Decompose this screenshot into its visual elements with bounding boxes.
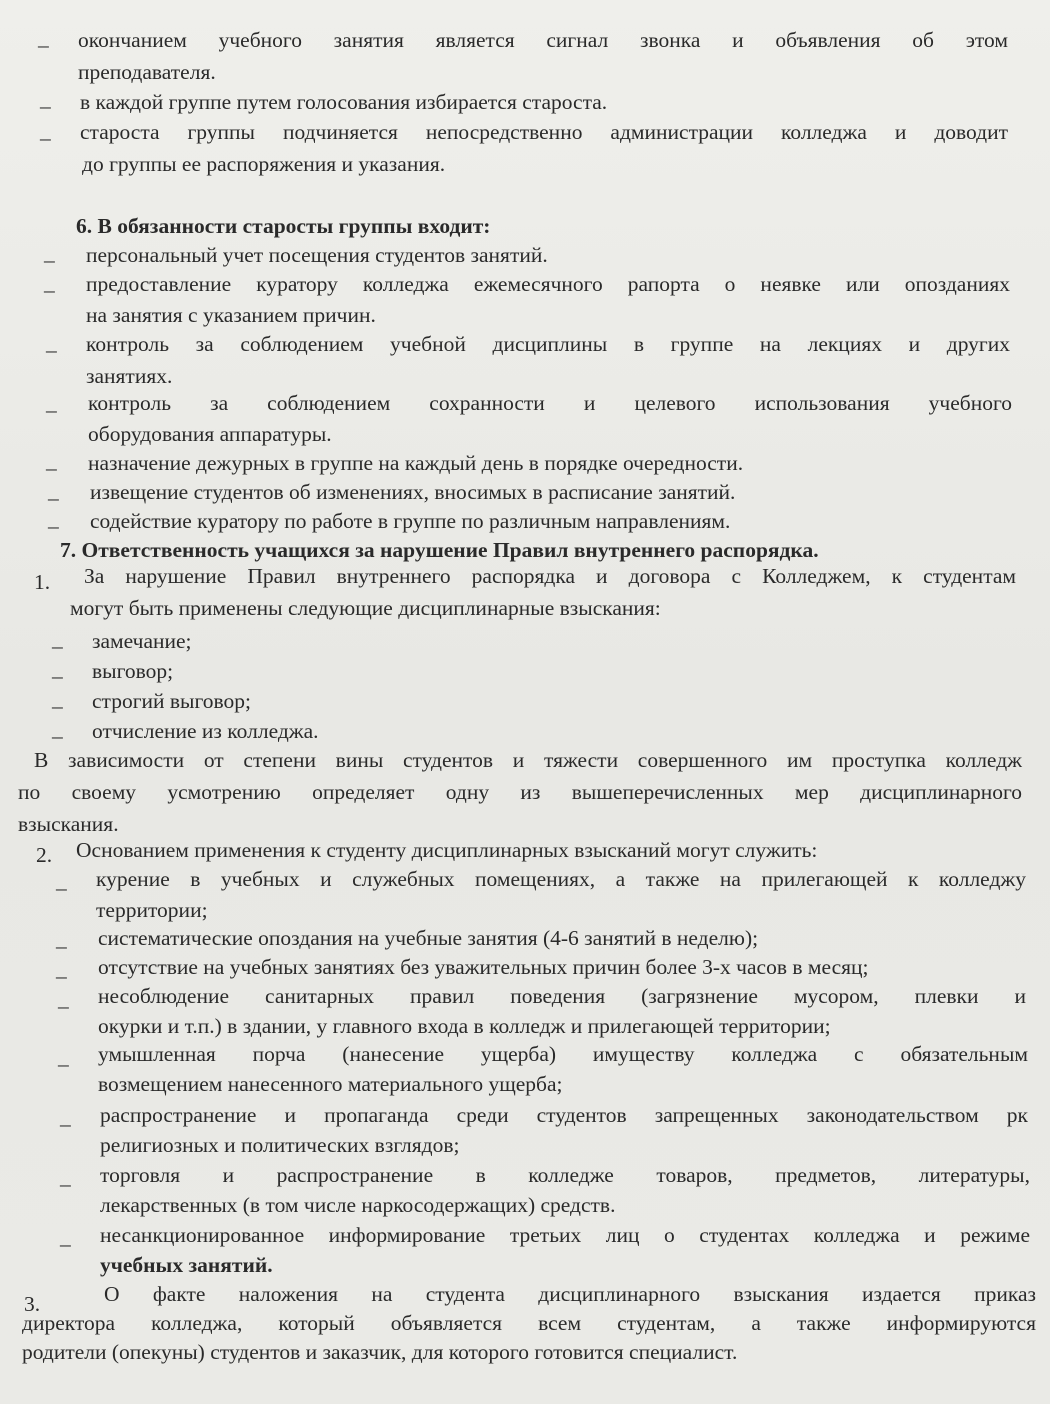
paragraph-text: Основанием применения к студенту дисциплинарных взысканий могут служить: (76, 838, 818, 862)
paragraph-text: О факте наложения на студента дисциплинарного взыскания издается приказ (104, 1282, 1036, 1306)
bullet-dash: – (58, 1052, 69, 1076)
list-item-text: учебных занятий. (100, 1253, 273, 1277)
bullet-dash: – (48, 514, 59, 538)
list-item-text: отчисление из колледжа. (92, 719, 319, 743)
list-item-text: выговор; (92, 659, 174, 683)
paragraph-number: 2. (36, 843, 53, 867)
list-item-text: на занятия с указанием причин. (86, 303, 376, 327)
list-item-text: предоставление куратору колледжа ежемесячного рапорта о неявке или опозданиях (86, 272, 1010, 296)
list-item-text: лекарственных (в том числе наркосодержащих) средств. (100, 1193, 616, 1217)
list-item-text: в каждой группе путем голосования избирается староста. (80, 90, 608, 114)
bullet-dash: – (52, 724, 63, 748)
list-item-text: контроль за соблюдением сохранности и целевого использования учебного (88, 391, 1012, 415)
paragraph-number: 3. (24, 1292, 41, 1316)
bullet-dash: – (40, 94, 51, 118)
list-item-text: умышленная порча (нанесение ущерба) имуществу колледжа с обязательным (98, 1042, 1028, 1066)
list-item-text: несоблюдение санитарных правил поведения (загрязнение мусором, плевки и (98, 984, 1026, 1008)
list-item-text: несанкционированное информирование третьих лиц о студентах колледжа и режиме (100, 1223, 1030, 1247)
bullet-dash: – (52, 664, 63, 688)
list-item-text: отсутствие на учебных занятиях без уважительных причин более 3-х часов в месяц; (98, 955, 869, 979)
bullet-dash: – (56, 934, 67, 958)
list-item-text: окончанием учебного занятия является сигнал звонка и объявления об этом (78, 28, 1008, 52)
bullet-dash: – (60, 1172, 71, 1196)
paragraph-text: За нарушение Правил внутреннего распорядка и договора с Колледжем, к студентам (84, 564, 1016, 588)
list-item-text: назначение дежурных в группе на каждый день в порядке очередности. (88, 451, 744, 475)
list-item-text: замечание; (92, 629, 192, 653)
list-item-text: распространение и пропаганда среди студентов запрещенных законодательством рк (100, 1103, 1028, 1127)
list-item-text: систематические опоздания на учебные занятия (4-6 занятий в неделю); (98, 926, 759, 950)
list-item-text: торговля и распространение в колледже товаров, предметов, литературы, (100, 1163, 1030, 1187)
list-item-text: извещение студентов об изменениях, вносимых в расписание занятий. (90, 480, 736, 504)
bullet-dash: – (44, 278, 55, 302)
list-item-text: религиозных и политических взглядов; (100, 1133, 460, 1157)
paragraph-text: могут быть применены следующие дисциплинарные взыскания: (70, 596, 661, 620)
list-item-text: оборудования аппаратуры. (88, 422, 332, 446)
bullet-dash: – (38, 33, 49, 57)
list-item-text: контроль за соблюдением учебной дисциплины в группе на лекциях и других (86, 332, 1010, 356)
bullet-dash: – (52, 634, 63, 658)
bullet-dash: – (60, 1112, 71, 1136)
bullet-dash: – (46, 398, 57, 422)
list-item-text: содействие куратору по работе в группе по различным направлениям. (90, 509, 731, 533)
bullet-dash: – (52, 694, 63, 718)
list-item-text: строгий выговор; (92, 689, 252, 713)
paragraph-text: по своему усмотрению определяет одну из вышеперечисленных мер дисциплинарного (18, 780, 1022, 804)
paragraph-text: родители (опекуны) студентов и заказчик, для которого готовится специалист. (22, 1340, 738, 1364)
bullet-dash: – (44, 248, 55, 272)
bullet-dash: – (46, 338, 57, 362)
list-item-text: персональный учет посещения студентов занятий. (86, 243, 548, 267)
list-item-text: преподавателя. (78, 60, 216, 84)
list-item-text: до группы ее распоряжения и указания. (82, 152, 446, 176)
paragraph-text: директора колледжа, который объявляется всем студентам, а также информируются (22, 1311, 1036, 1335)
section-heading: 6. В обязанности старосты группы входит: (76, 214, 491, 238)
list-item-text: территории; (96, 898, 208, 922)
bullet-dash: – (48, 486, 59, 510)
bullet-dash: – (60, 1232, 71, 1256)
list-item-text: занятиях. (86, 364, 173, 388)
bullet-dash: – (58, 994, 69, 1018)
paragraph-number: 1. (34, 570, 51, 594)
bullet-dash: – (40, 126, 51, 150)
list-item-text: возмещением нанесенного материального ущерба; (98, 1072, 563, 1096)
bullet-dash: – (56, 964, 67, 988)
bullet-dash: – (46, 456, 57, 480)
paragraph-text: В зависимости от степени вины студентов и тяжести совершенного им проступка колледж (34, 748, 1022, 772)
list-item-text: курение в учебных и служебных помещениях, а также на прилегающей к колледжу (96, 867, 1026, 891)
bullet-dash: – (56, 876, 67, 900)
list-item-text: староста группы подчиняется непосредственно администрации колледжа и доводит (80, 120, 1008, 144)
list-item-text: окурки и т.п.) в здании, у главного входа в колледж и прилегающей территории; (98, 1014, 831, 1038)
section-heading: 7. Ответственность учащихся за нарушение Правил внутреннего распорядка. (60, 538, 819, 562)
paragraph-text: взыскания. (18, 812, 119, 836)
